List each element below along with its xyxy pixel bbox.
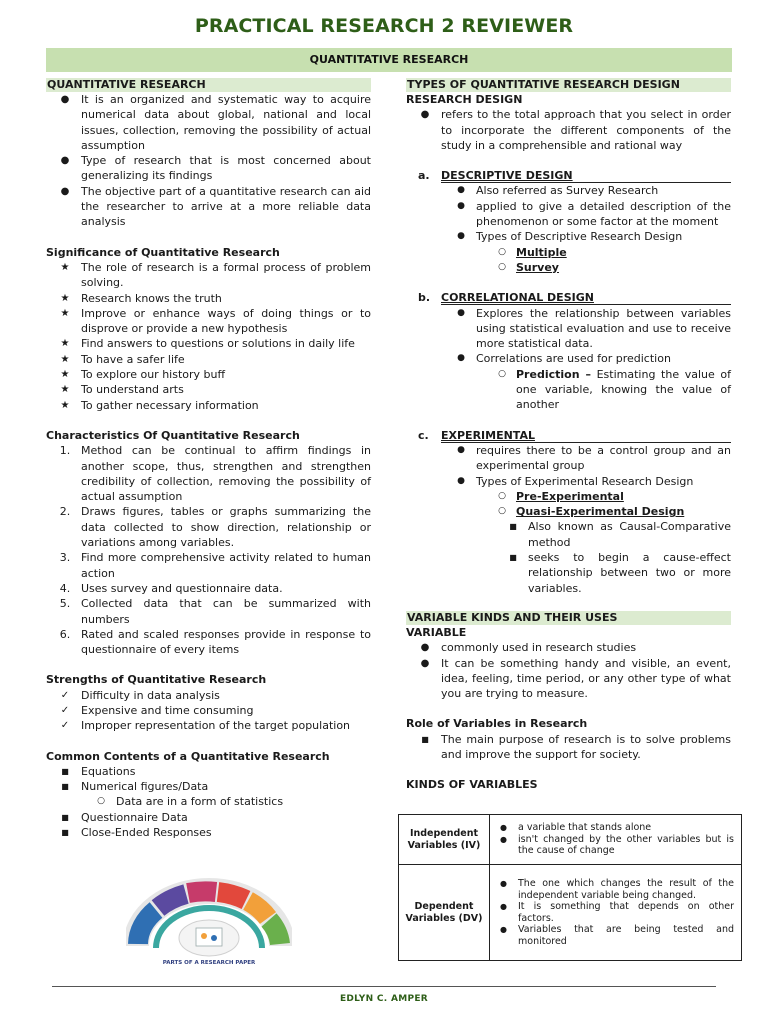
types-heading: TYPES OF QUANTITATIVE RESEARCH DESIGN bbox=[406, 78, 731, 92]
left-column bbox=[46, 78, 371, 840]
list-item: ★ To gather necessary information bbox=[46, 398, 371, 413]
kinds-heading: KINDS OF VARIABLES bbox=[406, 778, 538, 792]
bullet-icon: ● bbox=[457, 185, 465, 196]
list-item: ● The objective part of a quantitative research can aid the researcher to arrive at a more reliable data analysis bbox=[46, 184, 371, 230]
list-item: ★ To have a safer life bbox=[46, 352, 371, 367]
list-item: ● It is an organized and systematic way to acquire numerical data about global, national and local issues, collection, removing the possibility of actual assumption bbox=[46, 92, 371, 153]
research-design-heading: RESEARCH DESIGN bbox=[406, 93, 523, 106]
table-cell-item: ● a variable that stands alone bbox=[500, 822, 652, 834]
list-item: ● refers to the total approach that you select in order to incorporate the different components of the study in a comprehensible and rational way bbox=[406, 107, 731, 153]
bullet-icon: ● bbox=[500, 925, 507, 934]
sub-list-item: ○ Prediction – Estimating the value of one variable, knowing the value of another bbox=[406, 367, 731, 413]
list-item: ● commonly used in research studies bbox=[406, 640, 731, 655]
list-item: 3. Find more comprehensive activity related to human action bbox=[59, 551, 371, 580]
sub-list-item: ○ Multiple bbox=[406, 245, 731, 260]
star-icon: ★ bbox=[60, 292, 70, 304]
star-icon: ★ bbox=[60, 399, 70, 411]
table-cell-item: ● The one which changes the result of the independent variable being changed. bbox=[500, 878, 734, 901]
bullet-icon: ● bbox=[457, 307, 465, 318]
list-item: ■ Equations bbox=[46, 764, 371, 779]
list-item: ★ The role of research is a formal process of problem solving. bbox=[46, 260, 371, 291]
list-item: ● Types of Descriptive Research Design bbox=[406, 229, 731, 244]
star-icon: ★ bbox=[60, 338, 70, 350]
square-bullet-icon: ■ bbox=[509, 553, 517, 563]
circle-bullet-icon: ○ bbox=[498, 368, 506, 379]
star-icon: ★ bbox=[60, 353, 70, 365]
bullet-icon: ● bbox=[420, 109, 430, 121]
circle-bullet-icon: ○ bbox=[97, 796, 105, 807]
star-icon: ★ bbox=[60, 384, 70, 396]
characteristics-heading: Characteristics Of Quantitative Research bbox=[46, 428, 300, 442]
checkmark-icon: ✓ bbox=[60, 689, 70, 701]
circle-bullet-icon: ○ bbox=[498, 506, 506, 517]
circle-bullet-icon: ○ bbox=[498, 490, 506, 501]
bullet-icon: ● bbox=[457, 200, 465, 211]
table-cell-item: ● It is something that depends on other factors. bbox=[500, 901, 734, 924]
square-bullet-icon: ■ bbox=[421, 734, 429, 744]
star-icon: ★ bbox=[60, 369, 70, 381]
list-item: ● Types of Experimental Research Design bbox=[406, 474, 731, 489]
significance-heading: Significance of Quantitative Research bbox=[46, 245, 280, 259]
role-heading: Role of Variables in Research bbox=[406, 717, 588, 731]
table-row-label: Independent Variables (IV) bbox=[399, 815, 490, 865]
footer-author: EDLYN C. AMPER bbox=[339, 994, 429, 1004]
list-item: ★ To understand arts bbox=[46, 382, 371, 397]
list-item: ● applied to give a detailed description of the phenomenon or some factor at the moment bbox=[406, 199, 731, 230]
table-row-label: Dependent Variables (DV) bbox=[399, 865, 490, 961]
list-item: ● Explores the relationship between variables using statistical evaluation and use to receive more statistical data. bbox=[406, 306, 731, 352]
list-item: ★ Improve or enhance ways of doing things or to disprove or provide a new hypothesis bbox=[46, 306, 371, 337]
list-item: 6. Rated and scaled responses provide in response to questionnaire of every items bbox=[59, 627, 371, 657]
list-item: ■ Close-Ended Responses bbox=[46, 825, 371, 840]
sub-list-item: ○ Pre-Experimental bbox=[406, 489, 731, 504]
bullet-icon: ● bbox=[60, 94, 70, 105]
table-cell-item: ● Variables that are being tested and monitored bbox=[500, 924, 734, 947]
circle-bullet-icon: ○ bbox=[498, 246, 506, 257]
illustration-caption: PARTS OF A RESEARCH PAPER bbox=[162, 960, 256, 966]
table-cell-item: ● isn't changed by the other variables but is the cause of change bbox=[500, 833, 734, 857]
table-row bbox=[399, 815, 742, 865]
table-row bbox=[399, 865, 742, 961]
bullet-icon: ● bbox=[500, 902, 507, 911]
bullet-icon: ● bbox=[457, 353, 465, 364]
list-item: ● It can be something handy and visible, an event, idea, feeling, time period, or any other type of what you are trying to measure. bbox=[406, 656, 731, 702]
square-bullet-icon: ■ bbox=[61, 782, 69, 792]
list-item: ● Type of research that is most concerned about generalizing its findings bbox=[46, 153, 371, 184]
list-item: ✓ Expensive and time consuming bbox=[46, 703, 371, 718]
bullet-icon: ● bbox=[420, 642, 430, 654]
variable-heading: VARIABLE bbox=[406, 625, 467, 639]
list-item: ★ To explore our history buff bbox=[46, 367, 371, 382]
star-icon: ★ bbox=[60, 307, 70, 319]
list-item: ■ Questionnaire Data bbox=[46, 810, 371, 825]
experimental-section: c. EXPERIMENTAL bbox=[406, 428, 731, 443]
bullet-icon: ● bbox=[60, 185, 70, 197]
research-paper-parts-illustration bbox=[126, 876, 292, 970]
list-item: ■ Numerical figures/Data bbox=[46, 779, 371, 794]
bullet-icon: ● bbox=[457, 444, 465, 455]
square-bullet-icon: ■ bbox=[61, 828, 69, 838]
list-item: 5. Collected data that can be summarized with numbers bbox=[59, 597, 371, 626]
sub-list-item: ○ Survey bbox=[406, 260, 731, 275]
checkmark-icon: ✓ bbox=[60, 704, 70, 716]
kinds-of-variables-table bbox=[398, 814, 742, 961]
list-item: 2. Draws figures, tables or graphs summarizing the data collected to show direction, relationship or variations among variables. bbox=[59, 505, 371, 550]
square-bullet-icon: ■ bbox=[509, 522, 517, 532]
square-bullet-icon: ■ bbox=[61, 812, 69, 822]
sub-sub-list-item: ■ Also known as Causal-Comparative method bbox=[406, 519, 731, 550]
star-icon: ★ bbox=[60, 261, 70, 273]
bullet-icon: ● bbox=[500, 823, 507, 833]
page-title: PRACTICAL RESEARCH 2 REVIEWER bbox=[194, 15, 574, 37]
bullet-icon: ● bbox=[500, 879, 507, 888]
bullet-icon: ● bbox=[60, 155, 70, 167]
list-item: ✓ Difficulty in data analysis bbox=[46, 688, 371, 703]
correlational-design-section: b. CORRELATIONAL DESIGN bbox=[406, 290, 731, 305]
bullet-icon: ● bbox=[457, 231, 465, 242]
sub-sub-list-item: ■ seeks to begin a cause-effect relationship between two or more variables. bbox=[406, 550, 731, 596]
list-item: 1. Method can be continual to affirm findings in another scope, thus, strengthen and strengthen credibility of collection, removing the possibility of actual assumption bbox=[59, 444, 371, 504]
qr-heading: QUANTITATIVE RESEARCH bbox=[46, 78, 371, 92]
list-item: ★ Find answers to questions or solutions in daily life bbox=[46, 336, 371, 351]
section-banner: QUANTITATIVE RESEARCH bbox=[46, 48, 732, 72]
descriptive-design-section: a. DESCRIPTIVE DESIGN bbox=[406, 168, 731, 183]
strengths-heading: Strengths of Quantitative Research bbox=[46, 673, 267, 687]
bullet-icon: ● bbox=[457, 475, 465, 486]
list-item: ■ The main purpose of research is to solve problems and improve the support for society. bbox=[406, 732, 731, 763]
footer-divider bbox=[52, 986, 716, 987]
list-item: ● requires there to be a control group and an experimental group bbox=[406, 443, 731, 474]
list-item: 4. Uses survey and questionnaire data. bbox=[59, 581, 283, 595]
circle-bullet-icon: ○ bbox=[498, 261, 506, 272]
common-contents-heading: Common Contents of a Quantitative Research bbox=[46, 749, 330, 763]
sub-list-item: ○ Quasi-Experimental Design bbox=[406, 504, 731, 519]
bullet-icon: ● bbox=[420, 657, 430, 669]
list-item: ★ Research knows the truth bbox=[46, 291, 371, 306]
square-bullet-icon: ■ bbox=[61, 766, 69, 776]
right-column bbox=[406, 78, 731, 793]
list-item: ✓ Improper representation of the target population bbox=[46, 718, 371, 733]
bullet-icon: ● bbox=[500, 834, 507, 844]
list-item: ● Correlations are used for prediction bbox=[406, 351, 731, 366]
checkmark-icon: ✓ bbox=[60, 720, 70, 732]
list-item: ● Also referred as Survey Research bbox=[406, 183, 731, 198]
sub-list-item: ○ Data are in a form of statistics bbox=[46, 794, 371, 809]
variable-kinds-heading: VARIABLE KINDS AND THEIR USES bbox=[406, 611, 731, 625]
